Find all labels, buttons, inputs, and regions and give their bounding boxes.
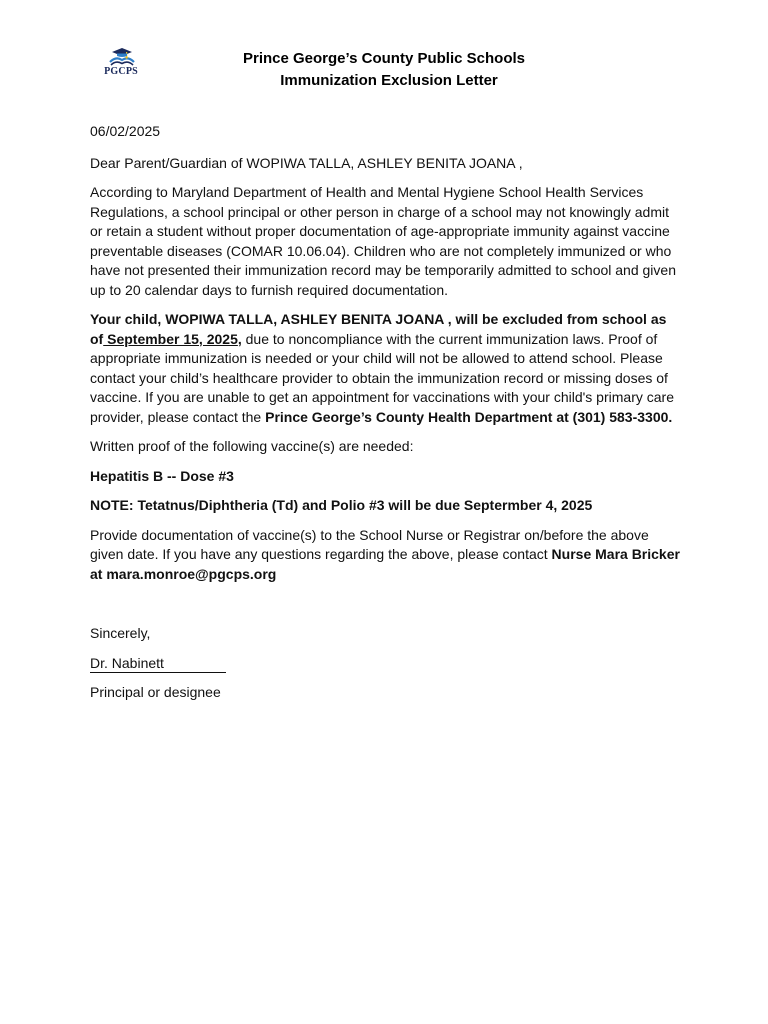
- health-department-contact: Prince George’s County Health Department at (301) 583-3300.: [265, 408, 673, 425]
- exclusion-paragraph: [90, 310, 680, 427]
- documentation-text: Provide documentation of vaccine(s) to the School Nurse or Registrar on/before the above given date. If you have any questions regarding the above, please contact: [90, 526, 649, 562]
- exclusion-notice: Your child, WOPIWA TALLA, ASHLEY BENITA JOANA , will be excluded from school as of: [90, 311, 667, 347]
- letter-date: 06/02/2025: [90, 123, 161, 139]
- vaccine-note-text: NOTE: Tetatnus/Diphtheria (Td) and Polio #3 will be due Septermber 4, 2025: [90, 497, 593, 513]
- letter-body: [90, 122, 680, 713]
- documentation-paragraph: [90, 526, 680, 585]
- spacer: [90, 594, 680, 624]
- exclusion-comma: ,: [237, 330, 242, 347]
- header-letter-title: Immunization Exclusion Letter: [280, 72, 498, 89]
- required-vaccine: [90, 467, 680, 487]
- header-school-name: Prince George’s County Public Schools: [242, 50, 525, 67]
- proof-required-line: Written proof of the following vaccine(s) are needed:: [90, 438, 414, 454]
- nurse-contact: Nurse Mara Bricker at mara.monroe@pgcps.org: [90, 546, 680, 582]
- letter-header: [0, 48, 768, 92]
- closing: Sincerely,: [90, 625, 151, 641]
- exclusion-details: due to noncompliance with the current immunization laws. Proof of appropriate immunization is needed or your child will not be allowed to attend school. Please contact your child’s healthcare provider to obtain the immunization record or missing doses of vaccine. If you are unable to get an appointment for vaccinations with your child's primary care provider, please contact the: [90, 330, 674, 425]
- letter-greeting: Dear Parent/Guardian of WOPIWA TALLA, ASHLEY BENITA JOANA ,: [90, 154, 523, 171]
- signatory-title: Principal or designee: [90, 684, 221, 700]
- signature-line: [90, 654, 680, 674]
- required-vaccine-text: Hepatitis B -- Dose #3: [90, 467, 234, 484]
- vaccine-note: [90, 496, 680, 516]
- logo-text: PGCPS: [104, 66, 138, 77]
- exclusion-date: September 15, 2025: [103, 330, 238, 347]
- regulation-paragraph: According to Maryland Department of Health and Mental Hygiene School Health Services Regulations, a school principal or other person in charge of a school may not knowingly admit or retain a student without proper documentation of age-appropriate immunity against vaccine preventable diseases (COMAR 10.06.04). Children who are not completely immunized or who have not presented their immunization record may be temporarily admitted to school and given up to 20 calendar days to furnish required documentation.: [90, 184, 676, 298]
- signature-name: Dr. Nabinett: [90, 655, 226, 673]
